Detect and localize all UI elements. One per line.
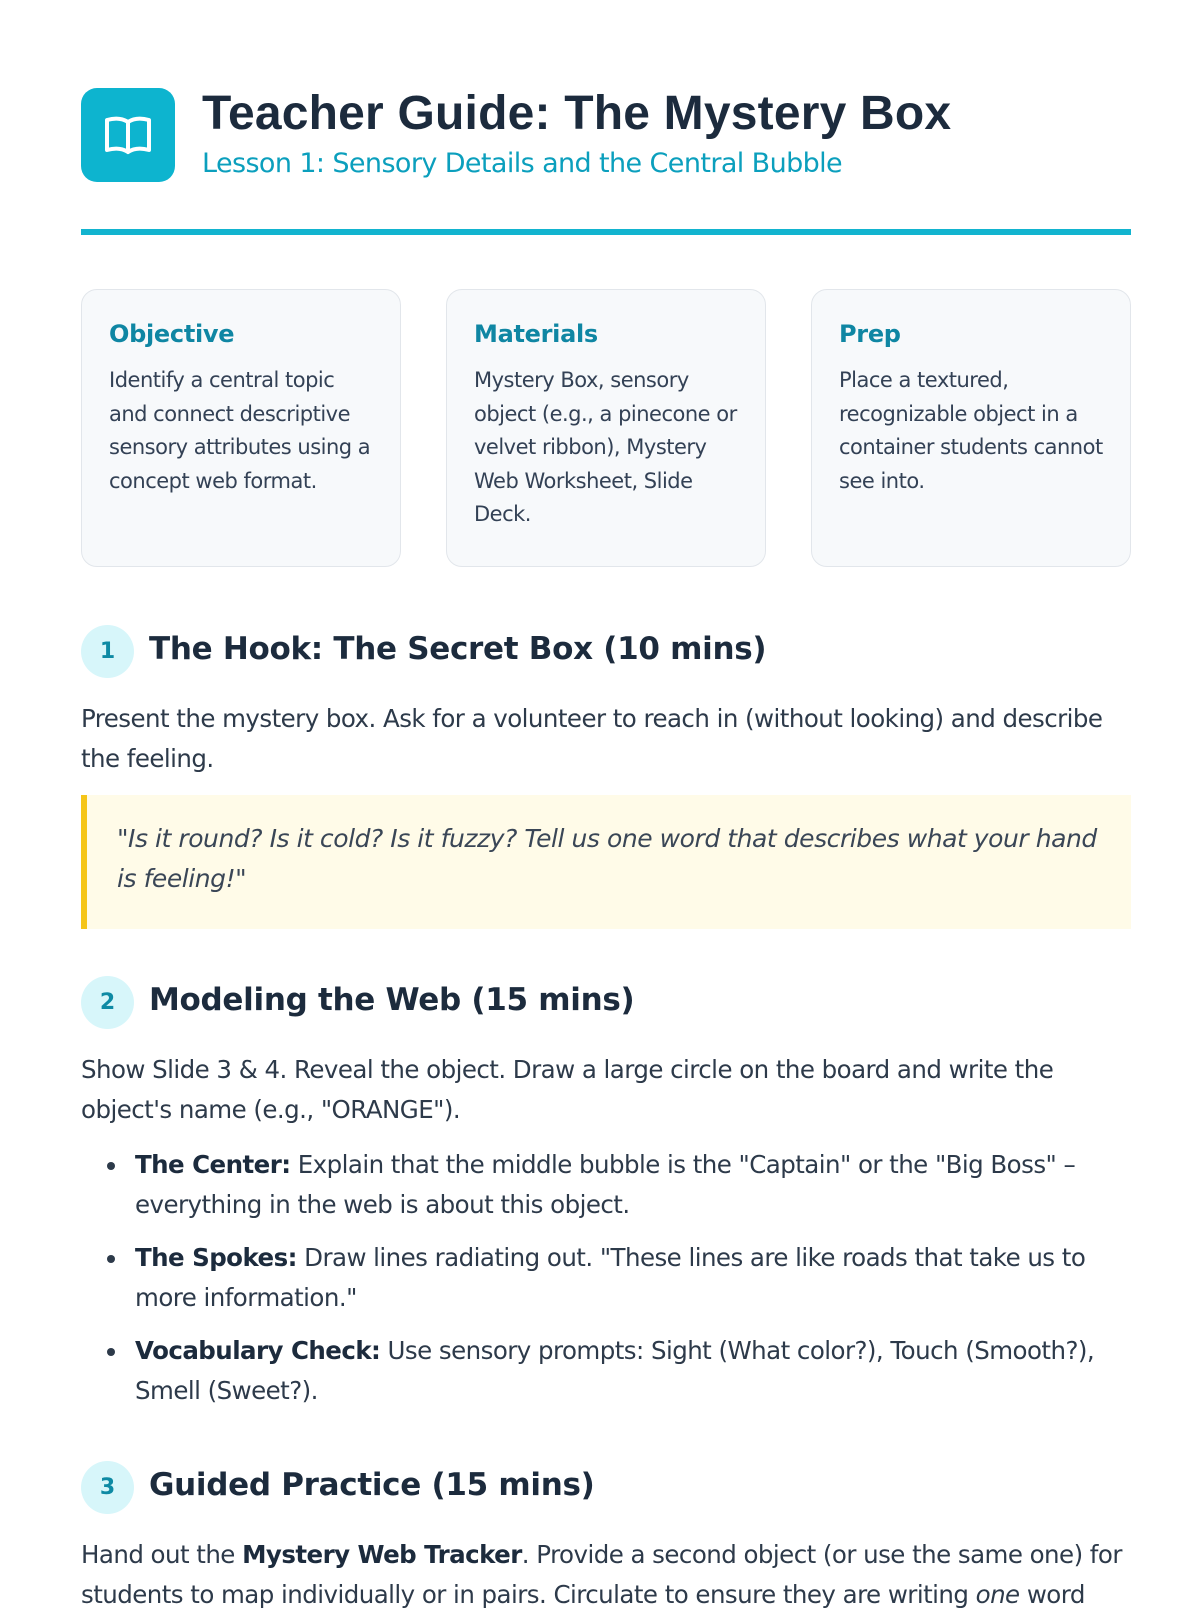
section-3-text: [81, 1535, 1136, 1615]
bullet-text: Draw lines radiating out. "These lines are like roads that take us to more information.": [135, 1243, 1086, 1312]
section-2-number: 2: [81, 976, 134, 1029]
bullet-label: The Spokes:: [135, 1243, 297, 1272]
section-1-title: The Hook: The Secret Box (10 mins): [149, 631, 767, 667]
prep-card: [811, 289, 1131, 567]
section-3-number: 3: [81, 1461, 134, 1514]
section-2-title: Modeling the Web (15 mins): [149, 982, 635, 1018]
bullet-text: Explain that the middle bubble is the "Captain" or the "Big Boss" – everything in the web is about this object.: [135, 1150, 1076, 1219]
teacher-script-callout: [81, 795, 1131, 929]
list-item: [81, 1238, 1141, 1318]
section-1-header: [81, 625, 1131, 679]
text-run: word: [1019, 1580, 1085, 1609]
objective-heading: Objective: [109, 320, 235, 348]
prep-heading: Prep: [839, 320, 901, 348]
text-run: . Provide a second object (or use the same one) for students to map individually or in pairs. Circulate to ensure they are writing: [81, 1540, 1122, 1609]
bullet-label: Vocabulary Check:: [135, 1336, 381, 1365]
list-item: [81, 1331, 1141, 1411]
objective-card: [81, 289, 401, 567]
section-2-header: [81, 976, 1131, 1030]
modeling-steps-list: [81, 1145, 1141, 1424]
section-3-title: Guided Practice (15 mins): [149, 1467, 595, 1503]
objective-text: Identify a central topic and connect descriptive sensory attributes using a concept web format.: [109, 368, 371, 493]
bullet-label: The Center:: [135, 1150, 291, 1179]
text-run: Hand out the: [81, 1540, 243, 1569]
header-divider: [81, 229, 1131, 235]
page-header: [81, 88, 1131, 188]
open-book-icon: [81, 88, 175, 182]
worksheet-name: Mystery Web Tracker: [242, 1540, 522, 1569]
emphasis: one: [975, 1580, 1020, 1609]
teacher-script-quote: "Is it round? Is it cold? Is it fuzzy? Tell us one word that describes what your hand is feeling!": [117, 824, 1097, 893]
prep-text: Place a textured, recognizable object in a container students cannot see into.: [839, 368, 1103, 493]
section-2-text: Show Slide 3 & 4. Reveal the object. Draw a large circle on the board and write the object's name (e.g., "ORANGE").: [81, 1055, 1054, 1124]
bullet-text: Use sensory prompts: Sight (What color?), Touch (Smooth?), Smell (Sweet?).: [135, 1336, 1095, 1405]
materials-heading: Materials: [474, 320, 598, 348]
section-1-text: Present the mystery box. Ask for a volunteer to reach in (without looking) and describe the feeling.: [81, 704, 1103, 773]
section-3-header: [81, 1461, 1131, 1515]
materials-card: [446, 289, 766, 567]
page-title: Teacher Guide: The Mystery Box: [202, 87, 952, 140]
section-1-number: 1: [81, 625, 134, 678]
materials-text: Mystery Box, sensory object (e.g., a pinecone or velvet ribbon), Mystery Web Worksheet, Slide Deck.: [474, 368, 737, 526]
page-subtitle: Lesson 1: Sensory Details and the Central Bubble: [202, 148, 843, 179]
list-item: [81, 1145, 1141, 1225]
